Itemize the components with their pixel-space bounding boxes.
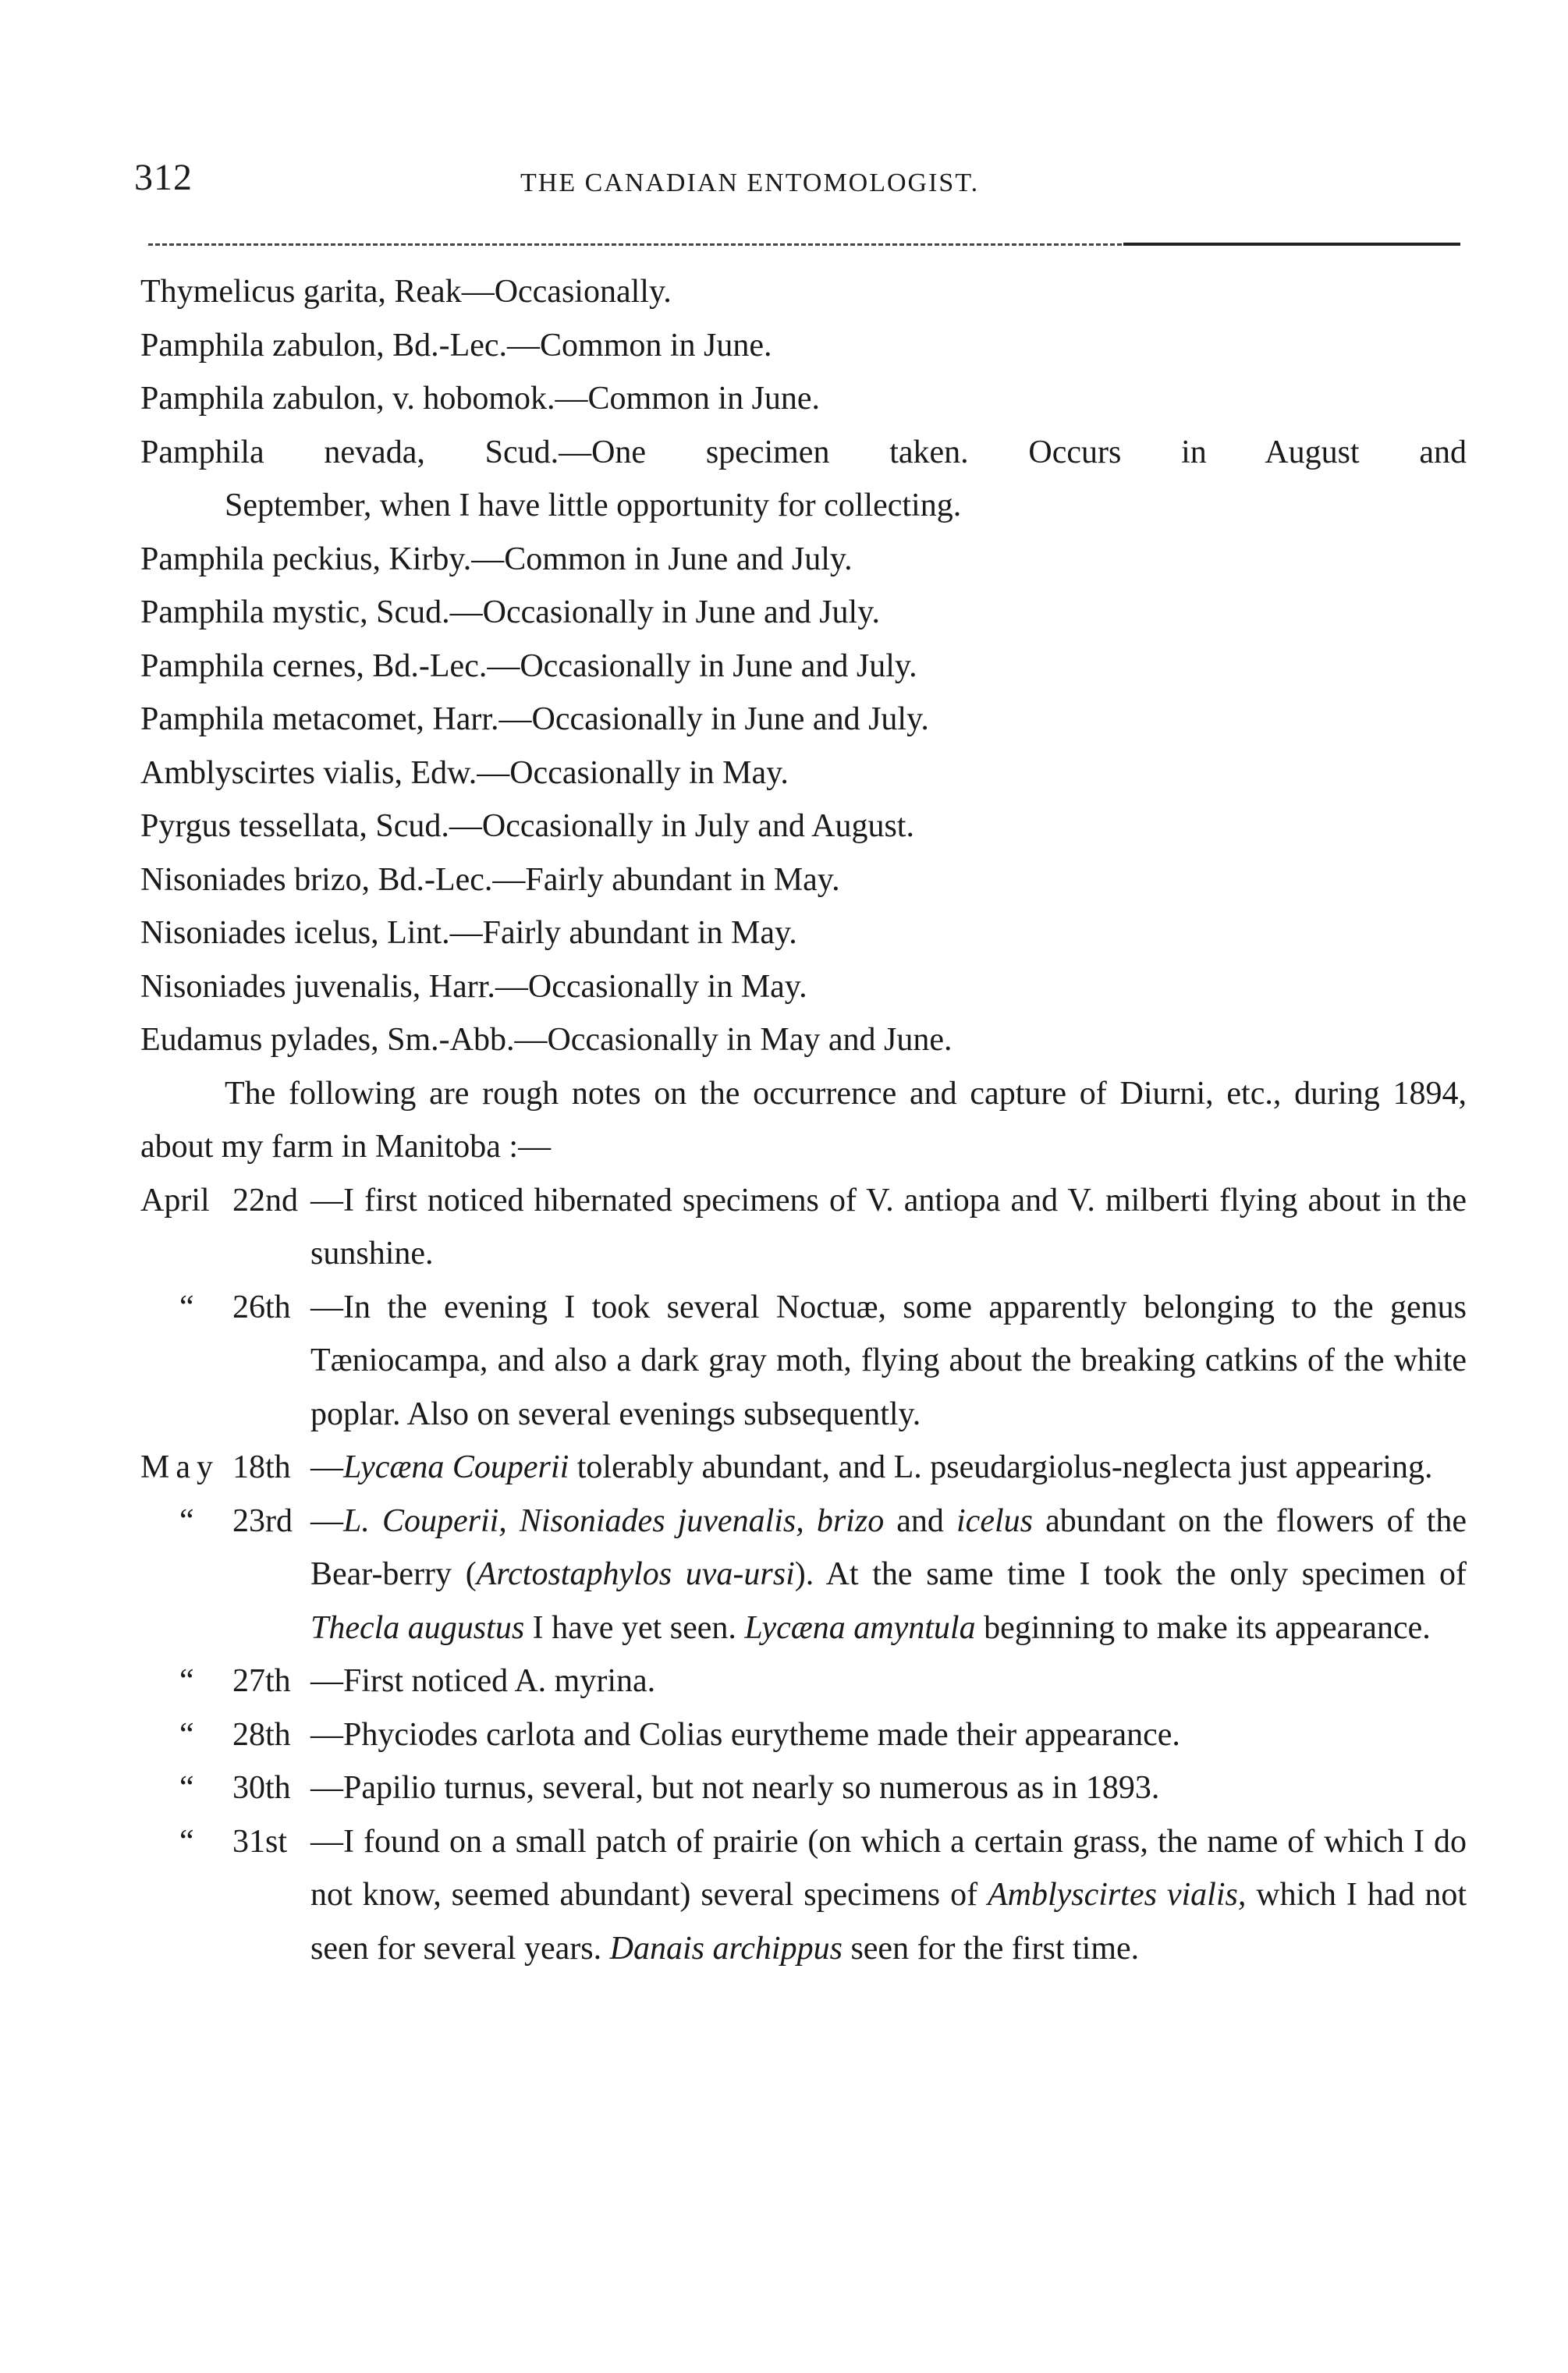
day-label: 22nd: [232, 1182, 298, 1218]
species-entry: Nisoniades juvenalis, Harr.—Occasionally in May.: [140, 968, 807, 1005]
diary-entry: [140, 1761, 1467, 1815]
entry-text: —First noticed A. myrina.: [310, 1663, 656, 1699]
entry-dash: —: [310, 1449, 343, 1485]
entry-text: [310, 1174, 1467, 1281]
running-head: THE CANADIAN ENTOMOLOGIST.: [520, 168, 980, 197]
entry-text: —Papilio turnus, several, but not nearly so numerous as in 1893.: [310, 1770, 1160, 1806]
ditto-mark: “: [179, 1663, 194, 1699]
species-entry: Thymelicus garita, Reak—Occasionally.: [140, 274, 672, 310]
species-entry-line: Pamphila nevada, Scud.—One specimen taken. Occurs in August and: [140, 434, 1467, 470]
italic-species: Lycæna amyntula: [744, 1609, 976, 1646]
page-number: 312: [134, 157, 193, 198]
diary-entry: [140, 1708, 1467, 1762]
species-entry: Pamphila metacomet, Harr.—Occasionally in June and July.: [140, 701, 929, 737]
species-entry: Pamphila cernes, Bd.-Lec.—Occasionally in June and July.: [140, 647, 917, 684]
species-entry: [140, 426, 1467, 533]
ditto-mark: “: [179, 1823, 194, 1860]
species-entry: Pyrgus tessellata, Scud.—Occasionally in July and August.: [140, 808, 914, 844]
entry-text-body: beginning to make its appearance.: [975, 1609, 1431, 1646]
entry-text: [310, 1281, 1467, 1442]
month-label: May: [140, 1449, 219, 1485]
species-entry: Pamphila zabulon, Bd.-Lec.—Common in June.: [140, 327, 772, 364]
diary-entry: [140, 1281, 1467, 1442]
diary-entry: [140, 1655, 1467, 1708]
diary-entry: [140, 1174, 1467, 1281]
entry-text-body: ). At the same time I took the only specimen of: [794, 1556, 1467, 1592]
italic-species: L. Couperii, Nisoniades juvenalis, brizo: [343, 1502, 885, 1539]
italic-species: Arctostaphylos uva-ursi: [476, 1556, 795, 1592]
header-rule-solid: [1123, 243, 1460, 246]
day-label: 30th: [232, 1770, 291, 1806]
diary-entry: [140, 1441, 1467, 1495]
diary-entry: [140, 1495, 1467, 1655]
species-entry: Nisoniades brizo, Bd.-Lec.—Fairly abundant in May.: [140, 861, 840, 898]
entry-text: [310, 1495, 1467, 1655]
day-label: 26th: [232, 1289, 291, 1325]
month-label: April: [140, 1182, 210, 1218]
entry-text-body: —I first noticed hibernated specimens of V. antiopa and V. milberti flying about in the sunshine.: [310, 1182, 1467, 1272]
entry-text: —Phyciodes carlota and Colias eurytheme made their appearance.: [310, 1716, 1180, 1753]
species-entry: Amblyscirtes vialis, Edw.—Occasionally in May.: [140, 754, 789, 791]
ditto-mark: “: [179, 1289, 194, 1325]
species-entry: Pamphila peckius, Kirby.—Common in June and July.: [140, 541, 853, 577]
entry-text-body: abundant on the flowers of the Bear-berry (: [310, 1502, 1467, 1592]
italic-species: Thecla augustus: [310, 1609, 525, 1646]
entry-text-body: —I found on a small patch of prairie (on which a certain grass, the name of which I do not know, seemed abundant) several specimens of: [310, 1823, 1467, 1913]
species-entry: Pamphila mystic, Scud.—Occasionally in June and July.: [140, 594, 880, 630]
species-entry: Eudamus pylades, Sm.-Abb.—Occasionally in May and June.: [140, 1022, 953, 1058]
entry-text-body: which I had not seen for several years.: [310, 1877, 1467, 1967]
italic-species: Amblyscirtes vialis,: [987, 1877, 1247, 1913]
entry-text-body: I have yet seen.: [524, 1609, 745, 1646]
entry-text: [310, 1815, 1467, 1976]
italic-species: Danais archippus: [609, 1930, 843, 1967]
species-entry: Pamphila zabulon, v. hobomok.—Common in June.: [140, 381, 821, 417]
diary-entry: [140, 1815, 1467, 1976]
ditto-mark: “: [179, 1502, 194, 1539]
italic-species: Lycæna Couperii: [343, 1449, 569, 1485]
day-label: 23rd: [232, 1502, 293, 1539]
day-label: 27th: [232, 1663, 291, 1699]
day-label: 18th: [232, 1449, 291, 1485]
ditto-mark: “: [179, 1716, 194, 1753]
italic-species: icelus: [956, 1502, 1033, 1539]
day-label: 28th: [232, 1716, 291, 1753]
entry-dash: —: [310, 1502, 343, 1539]
species-entry: Nisoniades icelus, Lint.—Fairly abundant in May.: [140, 915, 797, 951]
ditto-mark: “: [179, 1770, 194, 1806]
entry-text-body: seen for the first time.: [842, 1930, 1140, 1967]
entry-text-body: —In the evening I took several Noctuæ, some apparently belonging to the genus Tæniocampa, and also a dark gray moth, flying about the breaking catkins of the white poplar. Also on several evenings subsequently.: [310, 1289, 1467, 1432]
intro-paragraph: The following are rough notes on the occurrence and capture of Diurni, etc., during 1894, about my farm in Manitoba :—: [140, 1075, 1467, 1165]
body-text: [140, 265, 1467, 1975]
page-header: [134, 156, 1460, 211]
entry-text: [310, 1441, 1467, 1495]
species-entry-continuation: September, when I have little opportunity for collecting.: [225, 488, 962, 523]
day-label: 31st: [232, 1823, 288, 1860]
entry-text-body: tolerably abundant, and L. pseudargiolus-neglecta just appearing.: [569, 1449, 1433, 1485]
entry-text-body: and: [884, 1502, 957, 1539]
